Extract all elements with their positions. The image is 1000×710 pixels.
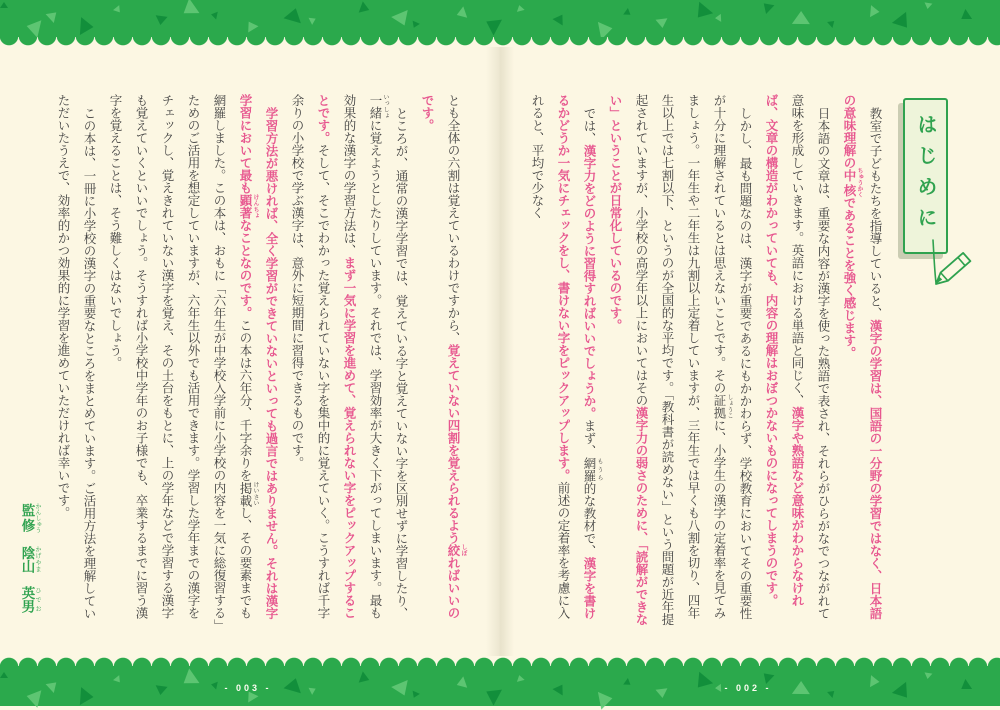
triangle-confetti — [892, 12, 914, 33]
page-number-left: - 003 - — [224, 683, 272, 693]
triangle-confetti — [80, 687, 94, 706]
triangle-confetti — [309, 15, 318, 25]
bottom-border — [0, 666, 1000, 706]
text-run: に、小学生の漢字の定着率を見てみましょう。一年生や二年生は九割以上定着していますが、三年生では早くも八割を切り、四年生以上では七割以下、というのが全国的な平均です。「教科書が読めない」という問題が近年提起されていますが、小学校の高学年以上においてはその — [634, 94, 726, 626]
text-run: とも全体の六割は覚えているわけですから、 — [446, 94, 460, 344]
highlight-text: 学習方法が悪ければ、全く学習ができていないといっても過言ではありません。それは漢字学習において最も — [238, 94, 278, 620]
paragraph — [602, 94, 758, 628]
triangle-confetti — [827, 688, 837, 698]
triangle-confetti — [309, 685, 318, 695]
page-left-text — [14, 94, 467, 628]
triangle-confetti — [623, 8, 633, 18]
text-run: し、その要素までも網羅しました。この本は、おもに「六年生が中学校入学前に小学校の内容を一気に総復習する」ためのご活用を想定していますが、六年生以外でも活用できます。学習した学年までの漢字をチェックし、覚えきれていない漢字を覚え、その土台をもとに、上の学年などで学習する漢字も覚えていくといいでしょう。そうすれば小学校中学年のお子様でも、卒業するまでに習う漢字を覚えることは、そう難しくはないでしょう。 — [108, 94, 252, 626]
triangle-confetti — [179, 0, 200, 21]
triangle-confetti — [359, 671, 372, 685]
triangle-confetti — [515, 674, 524, 682]
paragraph — [102, 94, 284, 628]
page-title: はじめに — [914, 114, 936, 238]
pencil-icon — [912, 238, 976, 302]
triangle-confetti — [210, 10, 218, 19]
highlight-text: 漢字を書けるかどうか一気にチェックをし、書けない字をピックアップします。 — [556, 94, 596, 620]
triangle-confetti — [482, 14, 502, 36]
triangle-confetti — [715, 14, 721, 22]
highlight-text: 絞 しぼ — [446, 544, 466, 557]
triangle-confetti — [154, 15, 167, 26]
text-run: 掲載 けいさい — [238, 481, 258, 507]
text-run: 一緒 いっしょ — [368, 94, 388, 119]
triangle-confetti — [760, 0, 775, 14]
triangle-confetti — [924, 672, 933, 679]
triangle-confetti — [870, 5, 880, 18]
supervisor-signature — [14, 94, 41, 628]
triangle-confetti — [455, 676, 467, 690]
credit-text: 監修 かんしゅう — [19, 503, 40, 533]
text-run: 網羅 もうら — [582, 457, 602, 482]
credit-text: 陰山 かげやま — [19, 545, 40, 573]
triangle-confetti — [244, 19, 259, 33]
title-box — [903, 98, 948, 254]
text-run — [20, 573, 35, 587]
highlight-text: 漢字の学習は、国語の一分野の学習ではなく、日本語の意味理解の — [842, 94, 882, 620]
triangle-confetti — [284, 6, 305, 23]
triangle-confetti — [46, 8, 61, 23]
triangle-confetti — [598, 19, 614, 39]
highlight-text: 顕著 けんちょ — [238, 194, 258, 219]
highlight-text: であることを強く感じます。 — [842, 196, 856, 359]
triangle-confetti — [691, 2, 713, 24]
triangle-confetti — [553, 12, 568, 26]
triangle-confetti — [958, 9, 972, 24]
triangle-confetti — [80, 17, 94, 36]
triangle-confetti — [655, 18, 668, 28]
highlight-text: 漢字や熟語など意味がわからなければ、文章の構造がわかっていても、内容の理解はおぼつかないものになってしまうのです。 — [764, 94, 804, 607]
text-run: 的な教材で、 — [582, 482, 596, 557]
highlight-text: ればいいのです。 — [420, 94, 460, 619]
paragraph — [758, 94, 836, 628]
triangle-confetti — [0, 2, 8, 8]
triangle-confetti — [410, 691, 420, 700]
paragraph — [836, 94, 888, 628]
paragraph — [414, 94, 466, 628]
text-run: 教室で子どもたちを指導していると、 — [868, 107, 882, 320]
text-run: この本は、一冊に小学校の漢字の重要なところをまとめています。ご活用方法を理解していただいたうえで、効率的かつ効果的に学習を進めていただければ幸いです。 — [56, 94, 96, 620]
highlight-text: 覚えていない四割を覚えられるよう — [446, 344, 460, 544]
paragraph — [50, 94, 102, 628]
highlight-text: 中核 ちゅうかく — [842, 167, 862, 198]
triangle-confetti — [827, 18, 837, 28]
page-gutter — [486, 47, 514, 656]
top-border — [0, 0, 1000, 37]
triangle-confetti — [455, 6, 467, 20]
text-run: ところが、通常の漢字学習では、覚えている字と覚えていない字を区別せずに学習したり、 — [394, 107, 408, 620]
triangle-confetti — [0, 672, 8, 678]
text-run: 証拠 しょうこ — [712, 394, 732, 419]
highlight-text: 漢字力をどのように習得すればいいでしょうか。 — [582, 144, 596, 420]
triangle-confetti — [410, 21, 420, 30]
triangle-confetti — [553, 682, 568, 696]
triangle-confetti — [892, 682, 914, 703]
triangle-confetti — [792, 11, 810, 24]
triangle-confetti — [154, 685, 167, 696]
text-run: まず、 — [582, 419, 596, 457]
triangle-confetti — [359, 1, 372, 15]
text-run: 日本語の文章は、重要な内容が漢字を使った熟語で表され、それらがひらがなでつながれて意味を形成していきます。英語における単語と同じく、 — [790, 94, 830, 620]
triangle-confetti — [623, 678, 633, 688]
triangle-confetti — [25, 687, 42, 707]
triangle-confetti — [515, 4, 524, 12]
page-right-text — [524, 94, 888, 628]
triangle-confetti — [113, 5, 123, 15]
triangle-confetti — [958, 679, 972, 694]
triangle-confetti — [924, 2, 933, 9]
triangle-confetti — [46, 678, 61, 693]
paragraph — [524, 94, 602, 628]
highlight-text: 漢字力の弱さのために、「読解ができない」ということが日常化しているのです。 — [608, 94, 648, 626]
triangle-confetti — [482, 684, 502, 706]
page-number-right: - 002 - — [724, 683, 772, 693]
triangle-confetti — [598, 689, 614, 709]
triangle-confetti — [760, 669, 775, 684]
triangle-confetti — [655, 688, 668, 698]
triangle-confetti — [113, 675, 123, 685]
paragraph — [284, 94, 414, 628]
text-run: では、 — [582, 107, 596, 145]
highlight-text: なことなのです。 — [238, 219, 252, 319]
text-run: に覚えようとしたりしています。それでは、学習効率が大きく下がってしまいます。最も効果的な漢字の学習方法は、 — [342, 94, 382, 619]
text-run: 前述の定着率を考慮に入れると、平均で少なく — [530, 94, 570, 619]
text-run: この本は六年分、千字余りを — [238, 319, 252, 482]
text-run: そして、そこでわかった覚えられていない字を集中的に覚えていく。こうすれば千字余りの小学校で学ぶ漢字は、意外に短期間に習得できるものです。 — [290, 94, 330, 619]
triangle-confetti — [25, 17, 42, 37]
highlight-text: まず一気に学習を進めて、覚えられない字をピックアップすることです。 — [316, 94, 356, 619]
text-run: しかし、最も問題なのは、漢字が重要であるにもかかわらず、学校教育においてその重要性が十分に理解されているとは思えないことです。その — [712, 94, 752, 620]
triangle-confetti — [870, 675, 880, 688]
credit-text: 英男 ひでお — [19, 586, 40, 614]
text-run — [20, 532, 35, 546]
